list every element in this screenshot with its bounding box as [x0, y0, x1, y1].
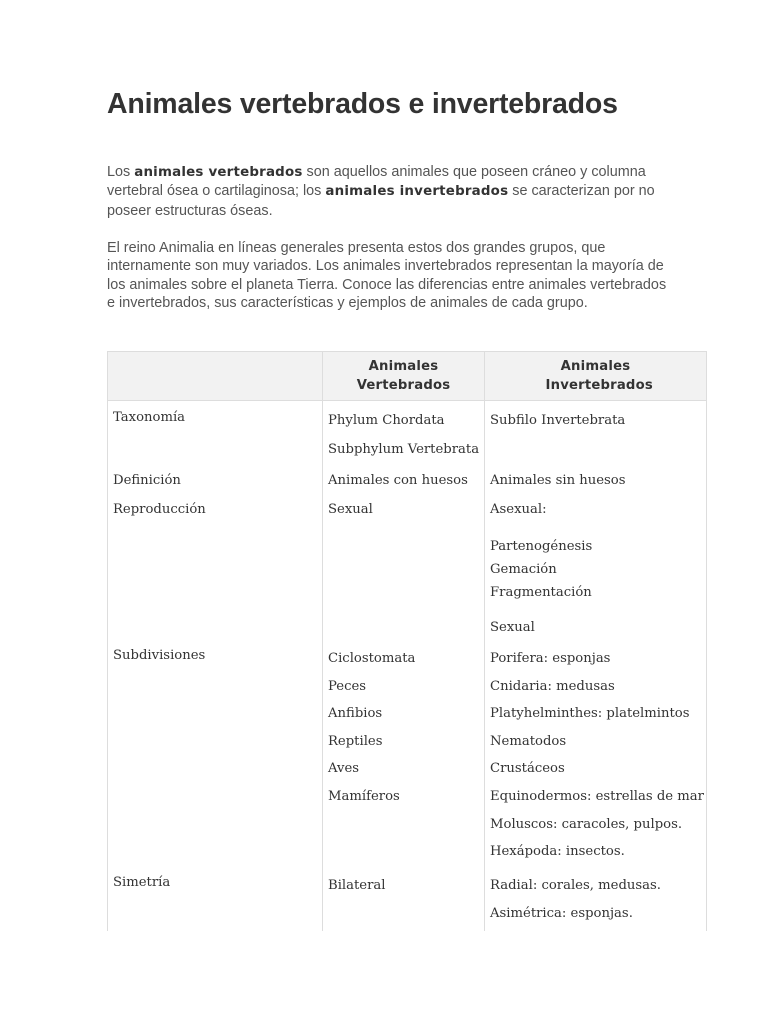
intro-bold-invertebrados: animales invertebrados — [325, 184, 509, 200]
vertebrados-item: Ciclostomata — [328, 651, 416, 666]
vertebrados-item: Aves — [328, 761, 360, 777]
comparison-table — [107, 351, 707, 931]
invertebrados-cell — [485, 401, 707, 465]
vertebrados-item: Bilateral — [328, 877, 386, 893]
invertebrados-cell — [485, 493, 707, 639]
intro-bold-vertebrados: animales vertebrados — [134, 165, 303, 180]
row-label-cell — [108, 464, 323, 493]
vertebrados-item: Animales con huesos — [328, 473, 468, 488]
vertebrados-cell — [323, 639, 485, 866]
header-vertebrados — [323, 352, 485, 401]
invertebrados-cell — [485, 639, 707, 866]
vertebrados-cell — [323, 866, 485, 931]
header-invertebrados-label: Animales Invertebrados — [545, 359, 653, 393]
invertebrados-item: Asimétrica: esponjas. — [490, 905, 633, 921]
vertebrados-item: Mamíferos — [328, 788, 400, 804]
table-row — [108, 464, 707, 493]
invertebrados-item: Nematodos — [490, 733, 567, 749]
invertebrados-item: Asexual: — [490, 502, 547, 517]
invertebrados-item: Fragmentación — [490, 585, 592, 600]
table-body — [108, 401, 707, 931]
invertebrados-item: Porifera: esponjas — [490, 651, 611, 666]
invertebrados-item: Platyhelminthes: platelmintos — [490, 706, 690, 722]
invertebrados-item: Equinodermos: estrellas de mar — [490, 788, 704, 804]
invertebrados-item: Moluscos: caracoles, pulpos. — [490, 816, 683, 832]
intro-text-1: Los — [107, 164, 135, 180]
row-label: Subdivisiones — [113, 648, 206, 663]
row-label-cell — [108, 401, 323, 465]
row-label-cell — [108, 866, 323, 931]
intro-text-3: se caracterizan por no poseer estructuras óseas. — [107, 183, 655, 219]
header-row — [108, 352, 707, 401]
row-label-cell — [108, 493, 323, 639]
vertebrados-cell — [323, 401, 485, 465]
vertebrados-cell — [323, 493, 485, 639]
vertebrados-item: Phylum Chordata — [328, 413, 445, 428]
invertebrados-item: Hexápoda: insectos. — [490, 844, 625, 860]
vertebrados-item: Peces — [328, 678, 367, 694]
invertebrados-item: Animales sin huesos — [490, 473, 626, 488]
invertebrados-item: Sexual — [490, 620, 535, 635]
table-row — [108, 866, 707, 931]
intro-text-2: son aquellos animales que poseen cráneo y columna vertebral ósea o cartilaginosa; los — [107, 164, 646, 200]
row-label: Reproducción — [113, 502, 206, 517]
header-invertebrados — [485, 352, 707, 401]
row-label: Taxonomía — [113, 410, 186, 425]
invertebrados-item: Cnidaria: medusas — [490, 678, 615, 694]
intro-paragraph — [107, 163, 667, 220]
invertebrados-item: Radial: corales, medusas. — [490, 877, 661, 893]
vertebrados-item: Anfibios — [328, 706, 383, 722]
header-vertebrados-label: Animales Vertebrados — [356, 359, 451, 393]
table-header — [108, 352, 707, 401]
vertebrados-cell — [323, 464, 485, 493]
invertebrados-item: Crustáceos — [490, 761, 565, 777]
page-title: Animales vertebrados e invertebrados — [107, 88, 618, 120]
vertebrados-item: Reptiles — [328, 733, 383, 749]
row-label: Definición — [113, 473, 181, 488]
row-label-cell — [108, 639, 323, 866]
invertebrados-item: Partenogénesis — [490, 539, 593, 554]
table-row — [108, 401, 707, 465]
invertebrados-cell — [485, 464, 707, 493]
invertebrados-cell — [485, 866, 707, 931]
table-row — [108, 639, 707, 866]
invertebrados-item: Gemación — [490, 562, 557, 577]
invertebrados-item: Subfilo Invertebrata — [490, 413, 626, 428]
table-row — [108, 493, 707, 639]
second-paragraph: El reino Animalia en líneas generales presenta estos dos grandes grupos, que internamente son muy variados. Los animales invertebrados representan la mayoría de los animales sobre el planeta Tierra. Conoce las diferencias entre animales vertebrados e invertebrados, sus características y ejemplos de animales de cada grupo. — [107, 240, 667, 312]
vertebrados-item: Sexual — [328, 502, 373, 517]
row-label: Simetría — [113, 874, 171, 890]
vertebrados-item: Subphylum Vertebrata — [328, 441, 480, 457]
header-empty — [108, 352, 323, 401]
